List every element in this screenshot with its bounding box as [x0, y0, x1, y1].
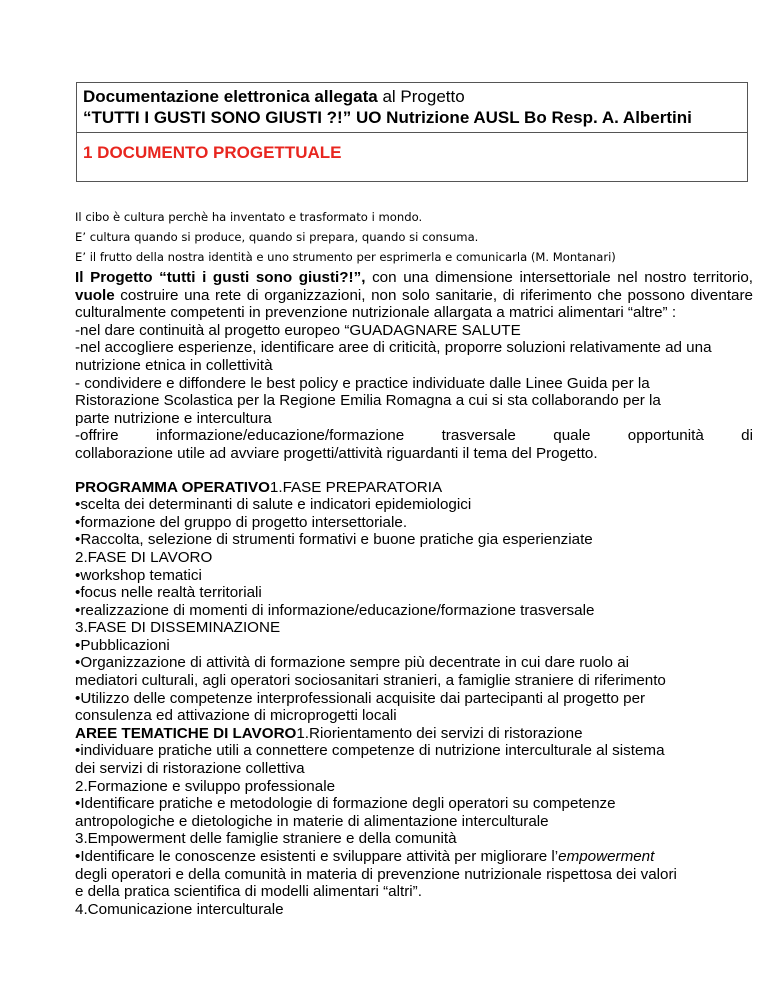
intro-bold-title: Il Progetto “tutti i gusti sono giusti?!”, [75, 269, 366, 286]
aree-empowerment-text: •Identificare le conoscenze esistenti e sviluppare attività per migliorare l’ [75, 848, 559, 865]
aree-line: antropologiche e dietologiche in materie di alimentazione interculturale [75, 812, 549, 830]
programma-line: •realizzazione di momenti di informazione/educazione/formazione trasversale [75, 601, 595, 619]
programma-line: •formazione del gruppo di progetto intersettoriale. [75, 513, 408, 531]
aree-line: degli operatori e della comunità in materia di prevenzione nutrizionale rispettosa dei valori [75, 865, 677, 883]
intro-bullet-4-line-1 [75, 427, 753, 445]
intro-bold-vuole: vuole [75, 286, 115, 304]
intro-bullet-2: -nel accogliere esperienze, identificare aree di criticità, proporre soluzioni relativamente ad una nutrizione etnica in collettività [75, 339, 712, 374]
header-box [76, 82, 748, 182]
intro-paragraph [75, 269, 753, 322]
programma-line: consulenza ed attivazione di microprogetti locali [75, 707, 397, 725]
intro-bullet-3-line-2: Ristorazione Scolastica per la Regione Emilia Romagna a cui si sta collaborando per la [75, 392, 661, 410]
section-title: 1 DOCUMENTO PROGETTUALE [83, 143, 342, 162]
intro-bullet-3-line-1: - condividere e diffondere le best policy e practice individuate dalle Linee Guida per la [75, 374, 650, 392]
programma-line: 2.FASE DI LAVORO [75, 548, 213, 566]
aree-line: •Identificare pratiche e metodologie di formazione degli operatori su competenze [75, 795, 616, 813]
aree-empowerment-line [75, 848, 753, 866]
programma-line: •focus nelle realtà territoriali [75, 584, 262, 602]
aree-line: 3.Empowerment delle famiglie straniere e della comunità [75, 830, 457, 848]
intro-bullet-4-text: -offrire informazione/educazione/formazione trasversale quale opportunità di [75, 427, 753, 445]
paragraph-gap [75, 463, 753, 479]
header-line-1-rest: al Progetto [377, 87, 465, 106]
programma-heading: PROGRAMMA OPERATIVO [75, 478, 270, 496]
epigraph-quote [75, 207, 755, 267]
programma-first-line [75, 479, 753, 497]
programma-line: •Pubblicazioni [75, 636, 170, 654]
intro-text-1: con una dimensione intersettoriale nel nostro territorio, [365, 269, 753, 286]
intro-bullet-1: -nel dare continuità al progetto europeo “GUADAGNARE SALUTE [75, 321, 521, 339]
programma-line: •Raccolta, selezione di strumenti formativi e buone pratiche gia esperienziate [75, 531, 593, 549]
aree-empowerment-italic: empowerment [558, 848, 655, 865]
programma-line: •scelta dei determinanti di salute e indicatori epidemiologici [75, 496, 472, 514]
aree-heading: AREE TEMATICHE DI LAVORO [75, 724, 297, 742]
aree-line: dei servizi di ristorazione collettiva [75, 760, 305, 778]
aree-line: 2.Formazione e sviluppo professionale [75, 777, 336, 795]
document-body [75, 269, 753, 918]
quote-line: E’ cultura quando si produce, quando si prepara, quando si consuma. [75, 230, 479, 244]
quote-line: Il cibo è cultura perchè ha inventato e trasformato i mondo. [75, 210, 423, 224]
programma-line: •workshop tematici [75, 566, 202, 584]
programma-line: 3.FASE DI DISSEMINAZIONE [75, 619, 281, 637]
header-title-cell [77, 83, 747, 133]
aree-first-line [75, 725, 753, 743]
header-line-1 [83, 86, 741, 107]
aree-line: •individuare pratiche utili a connettere competenze di nutrizione interculturale al sistema [75, 742, 665, 760]
quote-line: E’ il frutto della nostra identità e uno strumento per esprimerla e comunicarla (M. Montanari) [75, 250, 616, 264]
aree-line: 1.Riorientamento dei servizi di ristorazione [296, 724, 583, 742]
header-line-1-bold: Documentazione elettronica allegata [83, 87, 378, 106]
programma-line: •Utilizzo delle competenze interprofessionali acquisite dai partecipanti al progetto per [75, 689, 646, 707]
programma-line: mediatori culturali, agli operatori sociosanitari stranieri, a famiglie straniere di riferimento [75, 672, 666, 690]
aree-line: 4.Comunicazione interculturale [75, 900, 284, 918]
programma-line: •Organizzazione di attività di formazione sempre più decentrate in cui dare ruolo ai [75, 654, 630, 672]
programma-line: 1.FASE PREPARATORIA [269, 478, 443, 496]
intro-bullet-3-line-3: parte nutrizione e intercultura [75, 409, 272, 427]
intro-bullet-4-line-2: collaborazione utile ad avviare progetti/attività riguardanti il tema del Progetto. [75, 444, 598, 462]
header-line-2: “TUTTI I GUSTI SONO GIUSTI ?!” UO Nutrizione AUSL Bo Resp. A. Albertini [83, 108, 692, 127]
aree-line: e della pratica scientifica di modelli alimentari “altri”. [75, 883, 422, 901]
intro-text-2: costruire una rete di organizzazioni, non solo sanitarie, di riferimento che possono diventare culturalmente competenti in prevenzione nutrizionale allargata a matrici alimentari “altre” : [75, 286, 753, 322]
